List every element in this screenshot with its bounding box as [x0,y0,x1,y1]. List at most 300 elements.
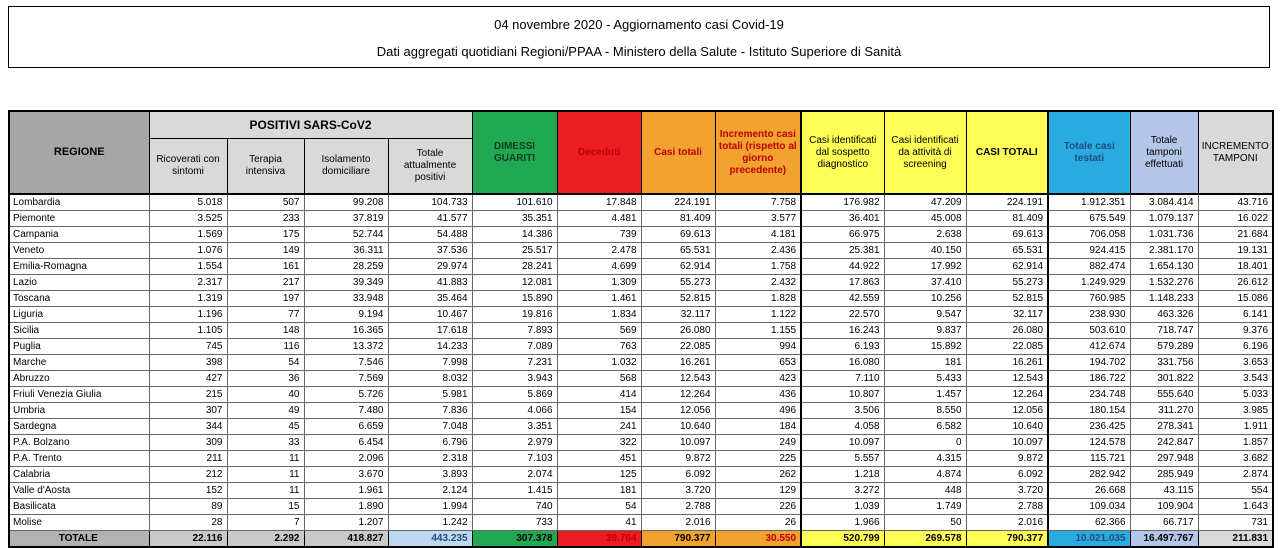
cell-ricoverati-con-sintomi: 745 [149,338,227,354]
cell-incremento-tamponi: 554 [1198,482,1273,498]
cell-dimessi-guariti: 12.081 [472,274,557,290]
cell-incremento-tamponi: 19.131 [1198,242,1273,258]
cell-totale-tamponi-effettuati: 301.822 [1130,370,1198,386]
cell-deceduti: 1.461 [557,290,641,306]
cell-casi-totali: 26.080 [641,322,715,338]
region-name: Umbria [9,402,149,418]
table-row [9,466,1273,482]
cell-isolamento-domiciliare: 1.961 [304,482,388,498]
table-row [9,194,1273,210]
cell-dimessi-guariti: 7.893 [472,322,557,338]
cell-totale-casi-testati: 238.930 [1048,306,1130,322]
cell-deceduti: 2.478 [557,242,641,258]
cell-incremento-casi-totali: 2.436 [715,242,801,258]
cell-casi-totali: 3.720 [641,482,715,498]
cell-totale-casi-testati: 26.668 [1048,482,1130,498]
cell-casi-totali: 22.085 [641,338,715,354]
cell-casi-attivita-screening: 448 [884,482,966,498]
cell-ricoverati-con-sintomi: 2.317 [149,274,227,290]
cell-totale-casi-testati: 180.154 [1048,402,1130,418]
cell-casi-totali-riepilogo: 2.788 [966,498,1048,514]
cell-totale-tamponi-effettuati: 109.904 [1130,498,1198,514]
region-name: Basilicata [9,498,149,514]
total-deceduti: 39.764 [557,530,641,547]
cell-incremento-tamponi: 26.612 [1198,274,1273,290]
cell-casi-sospetto-diagnostico: 4.058 [801,418,884,434]
cell-incremento-tamponi: 18.401 [1198,258,1273,274]
cell-totale-casi-testati: 115.721 [1048,450,1130,466]
cell-totale-tamponi-effettuati: 1.654.130 [1130,258,1198,274]
cell-totale-casi-testati: 186.722 [1048,370,1130,386]
cell-casi-totali: 12.056 [641,402,715,418]
cell-incremento-casi-totali: 653 [715,354,801,370]
column-header-regione: REGIONE [9,111,149,194]
cell-terapia-intensiva: 45 [227,418,304,434]
region-name: Lazio [9,274,149,290]
cell-totale-attualmente-positivi: 14.233 [388,338,472,354]
cell-casi-attivita-screening: 45.008 [884,210,966,226]
cell-incremento-tamponi: 2.874 [1198,466,1273,482]
cell-isolamento-domiciliare: 7.480 [304,402,388,418]
cell-deceduti: 4.699 [557,258,641,274]
cell-isolamento-domiciliare: 2.096 [304,450,388,466]
cell-casi-totali: 62.914 [641,258,715,274]
cell-casi-totali-riepilogo: 62.914 [966,258,1048,274]
total-row [9,530,1273,547]
cell-casi-sospetto-diagnostico: 16.080 [801,354,884,370]
cell-casi-attivita-screening: 1.749 [884,498,966,514]
cell-incremento-tamponi: 43.716 [1198,194,1273,210]
cell-terapia-intensiva: 161 [227,258,304,274]
cell-ricoverati-con-sintomi: 1.076 [149,242,227,258]
cell-casi-attivita-screening: 9.547 [884,306,966,322]
cell-casi-totali: 6.092 [641,466,715,482]
column-header-casi-totali: Casi totali [641,111,715,194]
cell-deceduti: 181 [557,482,641,498]
cell-totale-attualmente-positivi: 2.124 [388,482,472,498]
cell-terapia-intensiva: 54 [227,354,304,370]
cell-totale-casi-testati: 124.578 [1048,434,1130,450]
cell-totale-tamponi-effettuati: 1.031.736 [1130,226,1198,242]
cell-casi-attivita-screening: 4.874 [884,466,966,482]
cell-isolamento-domiciliare: 1.207 [304,514,388,530]
cell-incremento-casi-totali: 225 [715,450,801,466]
cell-totale-attualmente-positivi: 35.464 [388,290,472,306]
cell-terapia-intensiva: 36 [227,370,304,386]
table-row [9,434,1273,450]
cell-totale-casi-testati: 236.425 [1048,418,1130,434]
cell-deceduti: 54 [557,498,641,514]
column-header-totale-attualmente-positivi: Totale attualmente positivi [388,138,472,194]
cell-totale-casi-testati: 924.415 [1048,242,1130,258]
cell-incremento-casi-totali: 129 [715,482,801,498]
cell-deceduti: 739 [557,226,641,242]
cell-dimessi-guariti: 35.351 [472,210,557,226]
cell-totale-tamponi-effettuati: 297.948 [1130,450,1198,466]
cell-ricoverati-con-sintomi: 212 [149,466,227,482]
cell-casi-sospetto-diagnostico: 44.922 [801,258,884,274]
cell-isolamento-domiciliare: 9.194 [304,306,388,322]
cell-totale-tamponi-effettuati: 66.717 [1130,514,1198,530]
total-isolamento-domiciliare: 418.827 [304,530,388,547]
cell-casi-attivita-screening: 37.410 [884,274,966,290]
cell-deceduti: 17.848 [557,194,641,210]
table-row [9,338,1273,354]
report-title-box [8,6,1270,68]
cell-casi-attivita-screening: 8.550 [884,402,966,418]
cell-totale-tamponi-effettuati: 1.148.233 [1130,290,1198,306]
cell-totale-tamponi-effettuati: 331.756 [1130,354,1198,370]
region-name: Lombardia [9,194,149,210]
cell-dimessi-guariti: 14.386 [472,226,557,242]
cell-terapia-intensiva: 507 [227,194,304,210]
cell-casi-totali: 55.273 [641,274,715,290]
cell-isolamento-domiciliare: 5.726 [304,386,388,402]
cell-casi-totali-riepilogo: 10.097 [966,434,1048,450]
cell-isolamento-domiciliare: 3.670 [304,466,388,482]
cell-casi-sospetto-diagnostico: 176.982 [801,194,884,210]
cell-incremento-casi-totali: 262 [715,466,801,482]
cell-incremento-tamponi: 3.653 [1198,354,1273,370]
cell-dimessi-guariti: 4.066 [472,402,557,418]
covid-data-table [8,110,1274,548]
table-row [9,258,1273,274]
cell-casi-totali: 52.815 [641,290,715,306]
cell-incremento-casi-totali: 249 [715,434,801,450]
cell-isolamento-domiciliare: 16.365 [304,322,388,338]
region-name: Sicilia [9,322,149,338]
column-header-terapia-intensiva: Terapia intensiva [227,138,304,194]
cell-casi-sospetto-diagnostico: 42.559 [801,290,884,306]
total-dimessi-guariti: 307.378 [472,530,557,547]
column-header-incremento-casi-totali: Incremento casi totali (rispetto al giorno precedente) [715,111,801,194]
cell-totale-attualmente-positivi: 1.994 [388,498,472,514]
cell-totale-casi-testati: 882.474 [1048,258,1130,274]
cell-incremento-tamponi: 3.543 [1198,370,1273,386]
cell-casi-attivita-screening: 5.433 [884,370,966,386]
table-row [9,482,1273,498]
cell-terapia-intensiva: 11 [227,466,304,482]
cell-ricoverati-con-sintomi: 3.525 [149,210,227,226]
cell-terapia-intensiva: 116 [227,338,304,354]
cell-deceduti: 4.481 [557,210,641,226]
cell-casi-totali: 2.788 [641,498,715,514]
cell-totale-attualmente-positivi: 7.998 [388,354,472,370]
cell-deceduti: 125 [557,466,641,482]
cell-isolamento-domiciliare: 33.948 [304,290,388,306]
cell-totale-casi-testati: 760.985 [1048,290,1130,306]
cell-ricoverati-con-sintomi: 152 [149,482,227,498]
cell-totale-attualmente-positivi: 10.467 [388,306,472,322]
cell-dimessi-guariti: 5.869 [472,386,557,402]
cell-casi-totali-riepilogo: 6.092 [966,466,1048,482]
region-name: P.A. Trento [9,450,149,466]
cell-totale-attualmente-positivi: 41.577 [388,210,472,226]
cell-casi-sospetto-diagnostico: 10.807 [801,386,884,402]
cell-isolamento-domiciliare: 6.454 [304,434,388,450]
cell-terapia-intensiva: 7 [227,514,304,530]
cell-casi-totali: 9.872 [641,450,715,466]
table-row [9,290,1273,306]
column-header-casi-totali-riepilogo: CASI TOTALI [966,111,1048,194]
cell-incremento-casi-totali: 423 [715,370,801,386]
cell-totale-casi-testati: 503.610 [1048,322,1130,338]
column-header-casi-sospetto-diagnostico: Casi identificati dal sospetto diagnostico [801,111,884,194]
cell-incremento-tamponi: 1.643 [1198,498,1273,514]
cell-deceduti: 1.032 [557,354,641,370]
cell-ricoverati-con-sintomi: 1.319 [149,290,227,306]
cell-totale-tamponi-effettuati: 3.084.414 [1130,194,1198,210]
cell-terapia-intensiva: 148 [227,322,304,338]
cell-isolamento-domiciliare: 7.546 [304,354,388,370]
column-header-dimessi-guariti: DIMESSI GUARITI [472,111,557,194]
cell-casi-attivita-screening: 17.992 [884,258,966,274]
cell-casi-totali-riepilogo: 12.056 [966,402,1048,418]
cell-dimessi-guariti: 3.351 [472,418,557,434]
column-header-isolamento-domiciliare: Isolamento domiciliare [304,138,388,194]
report-subtitle: Dati aggregati quotidiani Regioni/PPAA - Ministero della Salute - Istituto Superiore di Sanità [376,44,902,59]
group-header-positivi-sars-cov2: POSITIVI SARS-CoV2 [149,111,472,138]
cell-casi-totali-riepilogo: 22.085 [966,338,1048,354]
column-header-casi-attivita-screening: Casi identificati da attività di screening [884,111,966,194]
total-totale-attualmente-positivi: 443.235 [388,530,472,547]
cell-casi-attivita-screening: 50 [884,514,966,530]
cell-ricoverati-con-sintomi: 5.018 [149,194,227,210]
table-row [9,418,1273,434]
cell-casi-totali: 12.543 [641,370,715,386]
cell-casi-sospetto-diagnostico: 25.381 [801,242,884,258]
cell-ricoverati-con-sintomi: 215 [149,386,227,402]
cell-isolamento-domiciliare: 6.659 [304,418,388,434]
cell-incremento-tamponi: 9.376 [1198,322,1273,338]
cell-casi-totali-riepilogo: 3.720 [966,482,1048,498]
cell-casi-sospetto-diagnostico: 5.557 [801,450,884,466]
region-name: Friuli Venezia Giulia [9,386,149,402]
cell-totale-attualmente-positivi: 3.893 [388,466,472,482]
column-header-incremento-tamponi: INCREMENTO TAMPONI [1198,111,1273,194]
cell-dimessi-guariti: 7.089 [472,338,557,354]
table-row [9,354,1273,370]
cell-casi-sospetto-diagnostico: 66.975 [801,226,884,242]
cell-casi-sospetto-diagnostico: 16.243 [801,322,884,338]
cell-terapia-intensiva: 11 [227,450,304,466]
cell-totale-attualmente-positivi: 41.883 [388,274,472,290]
cell-casi-sospetto-diagnostico: 7.110 [801,370,884,386]
cell-casi-sospetto-diagnostico: 17.863 [801,274,884,290]
table-row [9,242,1273,258]
table-row [9,274,1273,290]
region-name: Liguria [9,306,149,322]
total-casi-attivita-screening: 269.578 [884,530,966,547]
cell-casi-totali-riepilogo: 12.264 [966,386,1048,402]
cell-casi-totali: 10.097 [641,434,715,450]
total-casi-sospetto-diagnostico: 520.799 [801,530,884,547]
cell-totale-tamponi-effettuati: 43.115 [1130,482,1198,498]
cell-totale-tamponi-effettuati: 285.949 [1130,466,1198,482]
cell-isolamento-domiciliare: 36.311 [304,242,388,258]
total-casi-totali-riepilogo: 790.377 [966,530,1048,547]
cell-totale-casi-testati: 62.366 [1048,514,1130,530]
cell-terapia-intensiva: 77 [227,306,304,322]
cell-casi-totali-riepilogo: 81.409 [966,210,1048,226]
cell-totale-attualmente-positivi: 7.836 [388,402,472,418]
cell-casi-attivita-screening: 15.892 [884,338,966,354]
cell-isolamento-domiciliare: 39.349 [304,274,388,290]
cell-dimessi-guariti: 7.231 [472,354,557,370]
cell-casi-totali: 12.264 [641,386,715,402]
region-name: Marche [9,354,149,370]
table-row [9,450,1273,466]
cell-totale-tamponi-effettuati: 2.381.170 [1130,242,1198,258]
cell-casi-totali: 2.016 [641,514,715,530]
cell-totale-attualmente-positivi: 104.733 [388,194,472,210]
cell-deceduti: 451 [557,450,641,466]
cell-totale-casi-testati: 412.674 [1048,338,1130,354]
table-row [9,322,1273,338]
cell-incremento-tamponi: 16.022 [1198,210,1273,226]
cell-totale-tamponi-effettuati: 718.747 [1130,322,1198,338]
cell-incremento-tamponi: 6.196 [1198,338,1273,354]
cell-totale-casi-testati: 282.942 [1048,466,1130,482]
cell-totale-tamponi-effettuati: 555.640 [1130,386,1198,402]
cell-deceduti: 154 [557,402,641,418]
cell-dimessi-guariti: 25.517 [472,242,557,258]
cell-totale-tamponi-effettuati: 278.341 [1130,418,1198,434]
cell-deceduti: 322 [557,434,641,450]
cell-incremento-casi-totali: 7.758 [715,194,801,210]
cell-terapia-intensiva: 233 [227,210,304,226]
table-row [9,498,1273,514]
cell-deceduti: 414 [557,386,641,402]
cell-totale-casi-testati: 675.549 [1048,210,1130,226]
cell-casi-totali: 32.117 [641,306,715,322]
total-totale-casi-testati: 10.021.035 [1048,530,1130,547]
table-row [9,402,1273,418]
table-row [9,306,1273,322]
cell-deceduti: 763 [557,338,641,354]
table-row [9,226,1273,242]
table-row [9,210,1273,226]
cell-isolamento-domiciliare: 13.372 [304,338,388,354]
cell-isolamento-domiciliare: 99.208 [304,194,388,210]
cell-casi-attivita-screening: 4.315 [884,450,966,466]
cell-dimessi-guariti: 740 [472,498,557,514]
cell-dimessi-guariti: 2.074 [472,466,557,482]
region-name: Abruzzo [9,370,149,386]
region-name: Veneto [9,242,149,258]
cell-incremento-casi-totali: 226 [715,498,801,514]
cell-dimessi-guariti: 1.415 [472,482,557,498]
cell-incremento-casi-totali: 496 [715,402,801,418]
cell-terapia-intensiva: 33 [227,434,304,450]
cell-totale-casi-testati: 706.058 [1048,226,1130,242]
cell-deceduti: 241 [557,418,641,434]
cell-casi-attivita-screening: 40.150 [884,242,966,258]
cell-incremento-tamponi: 1.911 [1198,418,1273,434]
cell-totale-casi-testati: 1.249.929 [1048,274,1130,290]
region-name: Calabria [9,466,149,482]
column-header-ricoverati-con-sintomi: Ricoverati con sintomi [149,138,227,194]
cell-totale-attualmente-positivi: 5.981 [388,386,472,402]
cell-casi-sospetto-diagnostico: 1.966 [801,514,884,530]
cell-casi-attivita-screening: 0 [884,434,966,450]
cell-casi-totali-riepilogo: 2.016 [966,514,1048,530]
cell-casi-totali-riepilogo: 224.191 [966,194,1048,210]
cell-terapia-intensiva: 217 [227,274,304,290]
cell-dimessi-guariti: 15.890 [472,290,557,306]
cell-casi-sospetto-diagnostico: 10.097 [801,434,884,450]
cell-incremento-casi-totali: 3.577 [715,210,801,226]
cell-casi-totali-riepilogo: 9.872 [966,450,1048,466]
column-header-totale-tamponi-effettuati: Totale tamponi effettuati [1130,111,1198,194]
cell-totale-attualmente-positivi: 54.488 [388,226,472,242]
cell-terapia-intensiva: 11 [227,482,304,498]
cell-terapia-intensiva: 15 [227,498,304,514]
cell-totale-casi-testati: 1.912.351 [1048,194,1130,210]
cell-incremento-casi-totali: 994 [715,338,801,354]
cell-dimessi-guariti: 101.610 [472,194,557,210]
cell-incremento-tamponi: 731 [1198,514,1273,530]
total-casi-totali: 790.377 [641,530,715,547]
cell-casi-totali-riepilogo: 26.080 [966,322,1048,338]
cell-casi-sospetto-diagnostico: 3.506 [801,402,884,418]
cell-incremento-casi-totali: 4.181 [715,226,801,242]
cell-casi-sospetto-diagnostico: 3.272 [801,482,884,498]
cell-totale-casi-testati: 194.702 [1048,354,1130,370]
cell-ricoverati-con-sintomi: 1.569 [149,226,227,242]
cell-incremento-tamponi: 21.684 [1198,226,1273,242]
cell-casi-totali-riepilogo: 55.273 [966,274,1048,290]
cell-deceduti: 1.834 [557,306,641,322]
cell-dimessi-guariti: 7.103 [472,450,557,466]
cell-totale-attualmente-positivi: 2.318 [388,450,472,466]
cell-ricoverati-con-sintomi: 427 [149,370,227,386]
cell-totale-attualmente-positivi: 7.048 [388,418,472,434]
cell-ricoverati-con-sintomi: 89 [149,498,227,514]
cell-totale-attualmente-positivi: 1.242 [388,514,472,530]
cell-incremento-tamponi: 6.141 [1198,306,1273,322]
cell-casi-totali: 224.191 [641,194,715,210]
cell-isolamento-domiciliare: 37.819 [304,210,388,226]
cell-ricoverati-con-sintomi: 28 [149,514,227,530]
cell-totale-attualmente-positivi: 37.536 [388,242,472,258]
cell-casi-attivita-screening: 9.837 [884,322,966,338]
cell-totale-attualmente-positivi: 6.796 [388,434,472,450]
cell-terapia-intensiva: 40 [227,386,304,402]
cell-deceduti: 568 [557,370,641,386]
cell-totale-attualmente-positivi: 29.974 [388,258,472,274]
cell-totale-casi-testati: 234.748 [1048,386,1130,402]
cell-casi-sospetto-diagnostico: 36.401 [801,210,884,226]
total-totale-tamponi-effettuati: 16.497.767 [1130,530,1198,547]
cell-incremento-casi-totali: 436 [715,386,801,402]
cell-casi-totali: 65.531 [641,242,715,258]
cell-terapia-intensiva: 49 [227,402,304,418]
cell-isolamento-domiciliare: 7.569 [304,370,388,386]
cell-ricoverati-con-sintomi: 1.554 [149,258,227,274]
cell-totale-tamponi-effettuati: 242.847 [1130,434,1198,450]
region-name: P.A. Bolzano [9,434,149,450]
region-name: Emilia-Romagna [9,258,149,274]
cell-incremento-tamponi: 15.086 [1198,290,1273,306]
cell-incremento-tamponi: 5.033 [1198,386,1273,402]
cell-casi-attivita-screening: 6.582 [884,418,966,434]
cell-casi-totali: 16.261 [641,354,715,370]
cell-totale-tamponi-effettuati: 579.289 [1130,338,1198,354]
region-name: Valle d'Aosta [9,482,149,498]
cell-deceduti: 1.309 [557,274,641,290]
cell-casi-totali-riepilogo: 52.815 [966,290,1048,306]
